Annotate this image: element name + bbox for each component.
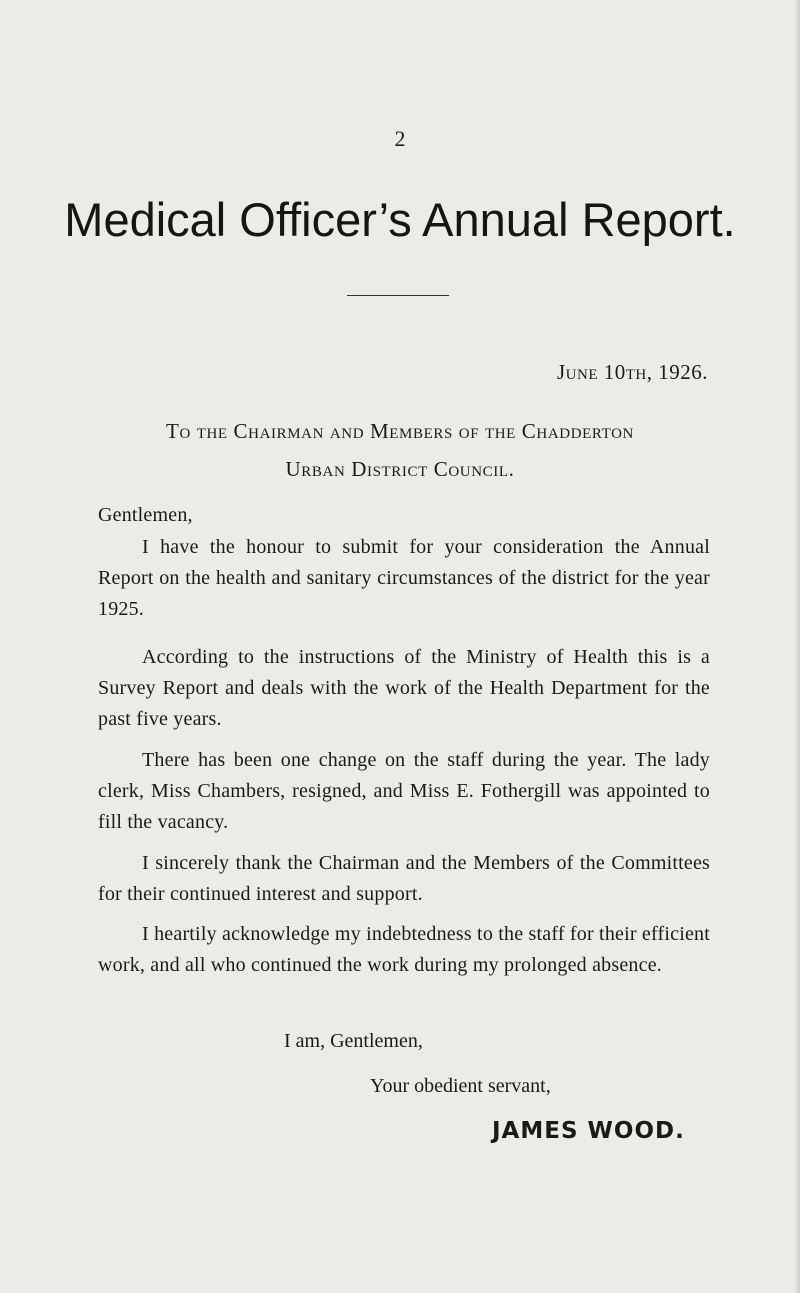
page-edge-shadow xyxy=(794,0,800,1293)
paragraph-acknowledgement: I heartily acknowledge my indebtedness to the staff for their efficient work, and all who continued the work during my prolonged absence. xyxy=(98,923,710,976)
valediction: Your obedient servant, xyxy=(370,1075,551,1097)
signature-name: JAMES WOOD. xyxy=(492,1118,685,1144)
closing-line: I am, Gentlemen, xyxy=(284,1030,423,1052)
addressee-block xyxy=(0,412,800,488)
paragraph-staff-change: There has been one change on the staff during the year. The lady clerk, Miss Chambers, resigned, and Miss E. Fothergill was appointed to fill the vacancy. xyxy=(98,749,710,833)
addressee-line-2: Urban District Council. xyxy=(285,457,515,481)
addressee-line-1: To the Chairman and Members of the Chadderton xyxy=(166,419,634,443)
salutation: Gentlemen, xyxy=(98,504,193,526)
paragraph-thanks: I sincerely thank the Chairman and the Members of the Committees for their continued interest and support. xyxy=(98,852,710,905)
report-title: Medical Officer’s Annual Report. xyxy=(64,193,736,246)
title-divider xyxy=(347,295,449,296)
paragraph-submission: I have the honour to submit for your consideration the Annual Report on the health and sanitary circumstances of the district for the year 1925. xyxy=(98,536,710,620)
paragraph-survey-report: According to the instructions of the Ministry of Health this is a Survey Report and deals with the work of the Health Department for the past five years. xyxy=(98,646,710,730)
report-date: June 10th, 1926. xyxy=(557,360,708,384)
page-number: 2 xyxy=(394,126,406,151)
